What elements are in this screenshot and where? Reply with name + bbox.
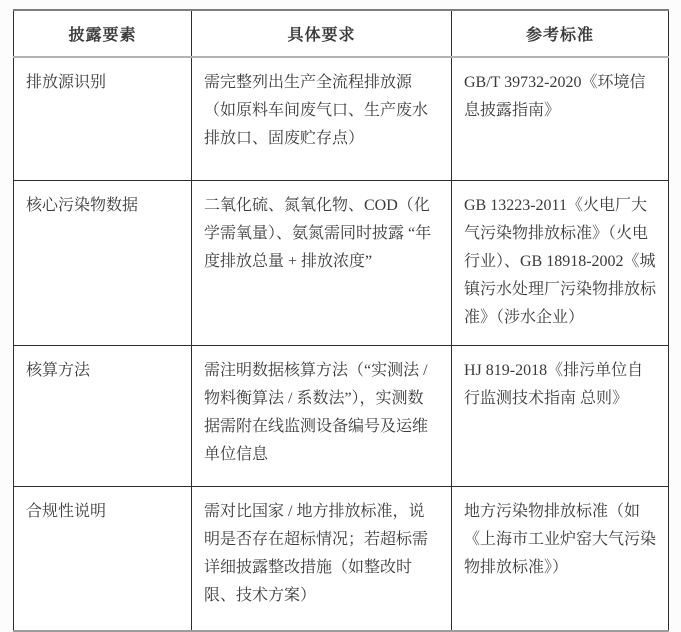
document-page <box>13 9 669 632</box>
cell-row1-element: 排放源识别 <box>14 57 192 181</box>
disclosure-requirements-table <box>13 9 669 632</box>
table-row <box>14 57 669 181</box>
cell-row2-element: 核心污染物数据 <box>14 181 192 346</box>
header-cell-standard: 参考标准 <box>452 10 669 57</box>
table-row <box>14 181 669 346</box>
cell-row4-requirement: 需对比国家 / 地方排放标准，说明是否存在超标情况；若超标需详细披露整改措施（如整改时限、技术方案） <box>192 487 452 632</box>
cell-row1-standard: GB/T 39732-2020《环境信息披露指南》 <box>452 57 669 181</box>
cell-row3-requirement: 需注明数据核算方法（“实测法 / 物料衡算法 / 系数法”），实测数据需附在线监测设备编号及运维单位信息 <box>192 346 452 487</box>
cell-row1-requirement: 需完整列出生产全流程排放源（如原料车间废气口、生产废水排放口、固废贮存点） <box>192 57 452 181</box>
cell-row3-standard: HJ 819-2018《排污单位自行监测技术指南 总则》 <box>452 346 669 487</box>
table-row <box>14 346 669 487</box>
cell-row2-requirement: 二氧化硫、氮氧化物、COD（化学需氧量）、氨氮需同时披露 “年度排放总量 + 排放浓度” <box>192 181 452 346</box>
cell-row3-element: 核算方法 <box>14 346 192 487</box>
table-row <box>14 487 669 632</box>
cell-row4-element: 合规性说明 <box>14 487 192 632</box>
cell-row4-standard: 地方污染物排放标准（如《上海市工业炉窑大气污染物排放标准》） <box>452 487 669 632</box>
cell-row2-standard: GB 13223-2011《火电厂大气污染物排放标准》（火电行业）、GB 18918-2002《城镇污水处理厂污染物排放标准》（涉水企业） <box>452 181 669 346</box>
header-cell-element: 披露要素 <box>14 10 192 57</box>
header-cell-requirement: 具体要求 <box>192 10 452 57</box>
table-header-row <box>14 10 669 57</box>
